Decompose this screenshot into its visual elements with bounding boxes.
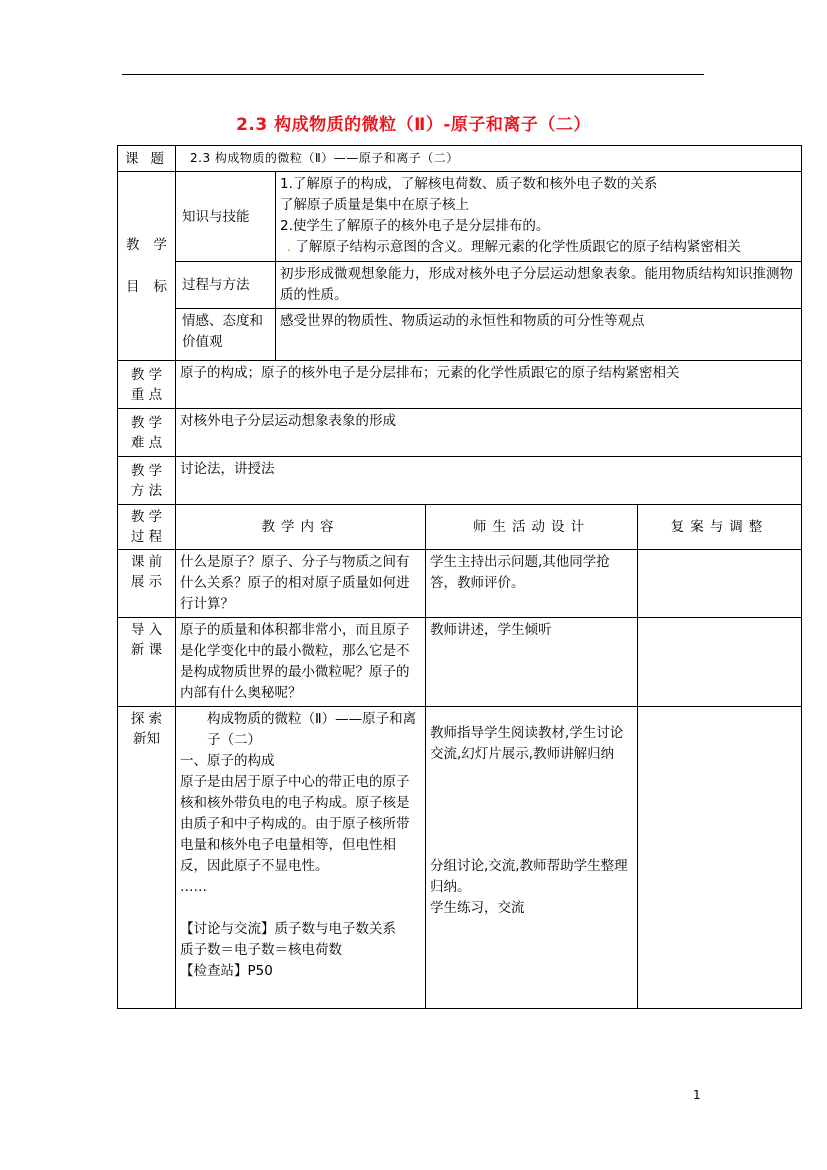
row-activity: 教师指导学生阅读教材,学生讨论交流,幻灯片展示,教师讲解归纳 分组讨论,交流,教师帮助学生整理归纳。 学生练习，交流 [426, 707, 638, 1009]
column-header-activity: 师生活动设计 [426, 505, 638, 550]
page-number: 1 [693, 1088, 701, 1102]
row-label: 探 索 新知 [118, 707, 176, 1009]
goals-label: 教 学 目 标 [118, 172, 176, 361]
process-header-row [118, 505, 802, 550]
row-content: 什么是原子？原子、分子与物质之间有什么关系？原子的相对原子质量如何进行计算？ [176, 550, 426, 618]
column-header-content: 教学内容 [176, 505, 426, 550]
course-row [118, 146, 802, 172]
emotion-row [118, 309, 802, 361]
course-label: 课 题 [118, 146, 176, 172]
process-label: 过程与方法 [176, 262, 276, 309]
knowledge-text: 1.了解原子的构成，了解核电荷数、质子数和核外电子数的关系 了解原子质量是集中在原子核上 2.使学生了解原子的核外电子是分层排布的。 . 了解原子结构示意图的含义。理解元素的化学性质跟它的原子结构紧密相关 [276, 172, 802, 262]
process-text: 初步形成微观想象能力，形成对核外电子分层运动想象表象。能用物质结构知识推测物质的性质。 [276, 262, 802, 309]
method-row [118, 457, 802, 505]
key-row [118, 361, 802, 409]
lesson-plan-table [117, 145, 802, 1009]
header-rule [122, 74, 704, 75]
row-review [638, 550, 802, 618]
table-row [118, 550, 802, 618]
key-text: 原子的构成；原子的核外电子是分层排布；元素的化学性质跟它的原子结构紧密相关 [176, 361, 802, 409]
row-activity: 教师讲述，学生倾听 [426, 618, 638, 707]
emotion-text: 感受世界的物质性、物质运动的永恒性和物质的可分性等观点 [276, 309, 802, 361]
row-review [638, 618, 802, 707]
method-label: 教 学 方 法 [118, 457, 176, 505]
knowledge-label: 知识与技能 [176, 172, 276, 262]
course-value: 2.3 构成物质的微粒（Ⅱ）——原子和离子（二） [176, 146, 802, 172]
row-content: 原子的质量和体积都非常小，而且原子是化学变化中的最小微粒，那么它是不是构成物质世界的最小微粒呢？原子的内部有什么奥秘呢？ [176, 618, 426, 707]
emotion-label: 情感、态度和价值观 [176, 309, 276, 361]
row-label: 导 入 新 课 [118, 618, 176, 707]
process-row [118, 262, 802, 309]
method-text: 讨论法，讲授法 [176, 457, 802, 505]
difficulty-text: 对核外电子分层运动想象表象的形成 [176, 409, 802, 457]
difficulty-row [118, 409, 802, 457]
row-content: 构成物质的微粒（Ⅱ）——原子和离子（二） 一、原子的构成 原子是由居于原子中心的带正电的原子核和核外带负电的电子构成。原子核是由质子和中子构成的。由于原子核所带电量和核外电子电量相等，但电性相反，因此原子不显电性。 …… 【讨论与交流】质子数与电子数关系 质子数＝电子数＝核电荷数 【检查站】P50 [176, 707, 426, 1009]
process-header-label: 教 学 过 程 [118, 505, 176, 550]
key-label: 教 学 重 点 [118, 361, 176, 409]
page-title: 2.3 构成物质的微粒（Ⅱ）-原子和离子（二） [236, 115, 591, 135]
row-review [638, 707, 802, 1009]
row-label: 课 前 展 示 [118, 550, 176, 618]
knowledge-row [118, 172, 802, 262]
difficulty-label: 教 学 难 点 [118, 409, 176, 457]
table-row [118, 618, 802, 707]
column-header-review: 复案与调整 [638, 505, 802, 550]
table-row [118, 707, 802, 1009]
row-activity: 学生主持出示问题,其他同学抢答，教师评价。 [426, 550, 638, 618]
